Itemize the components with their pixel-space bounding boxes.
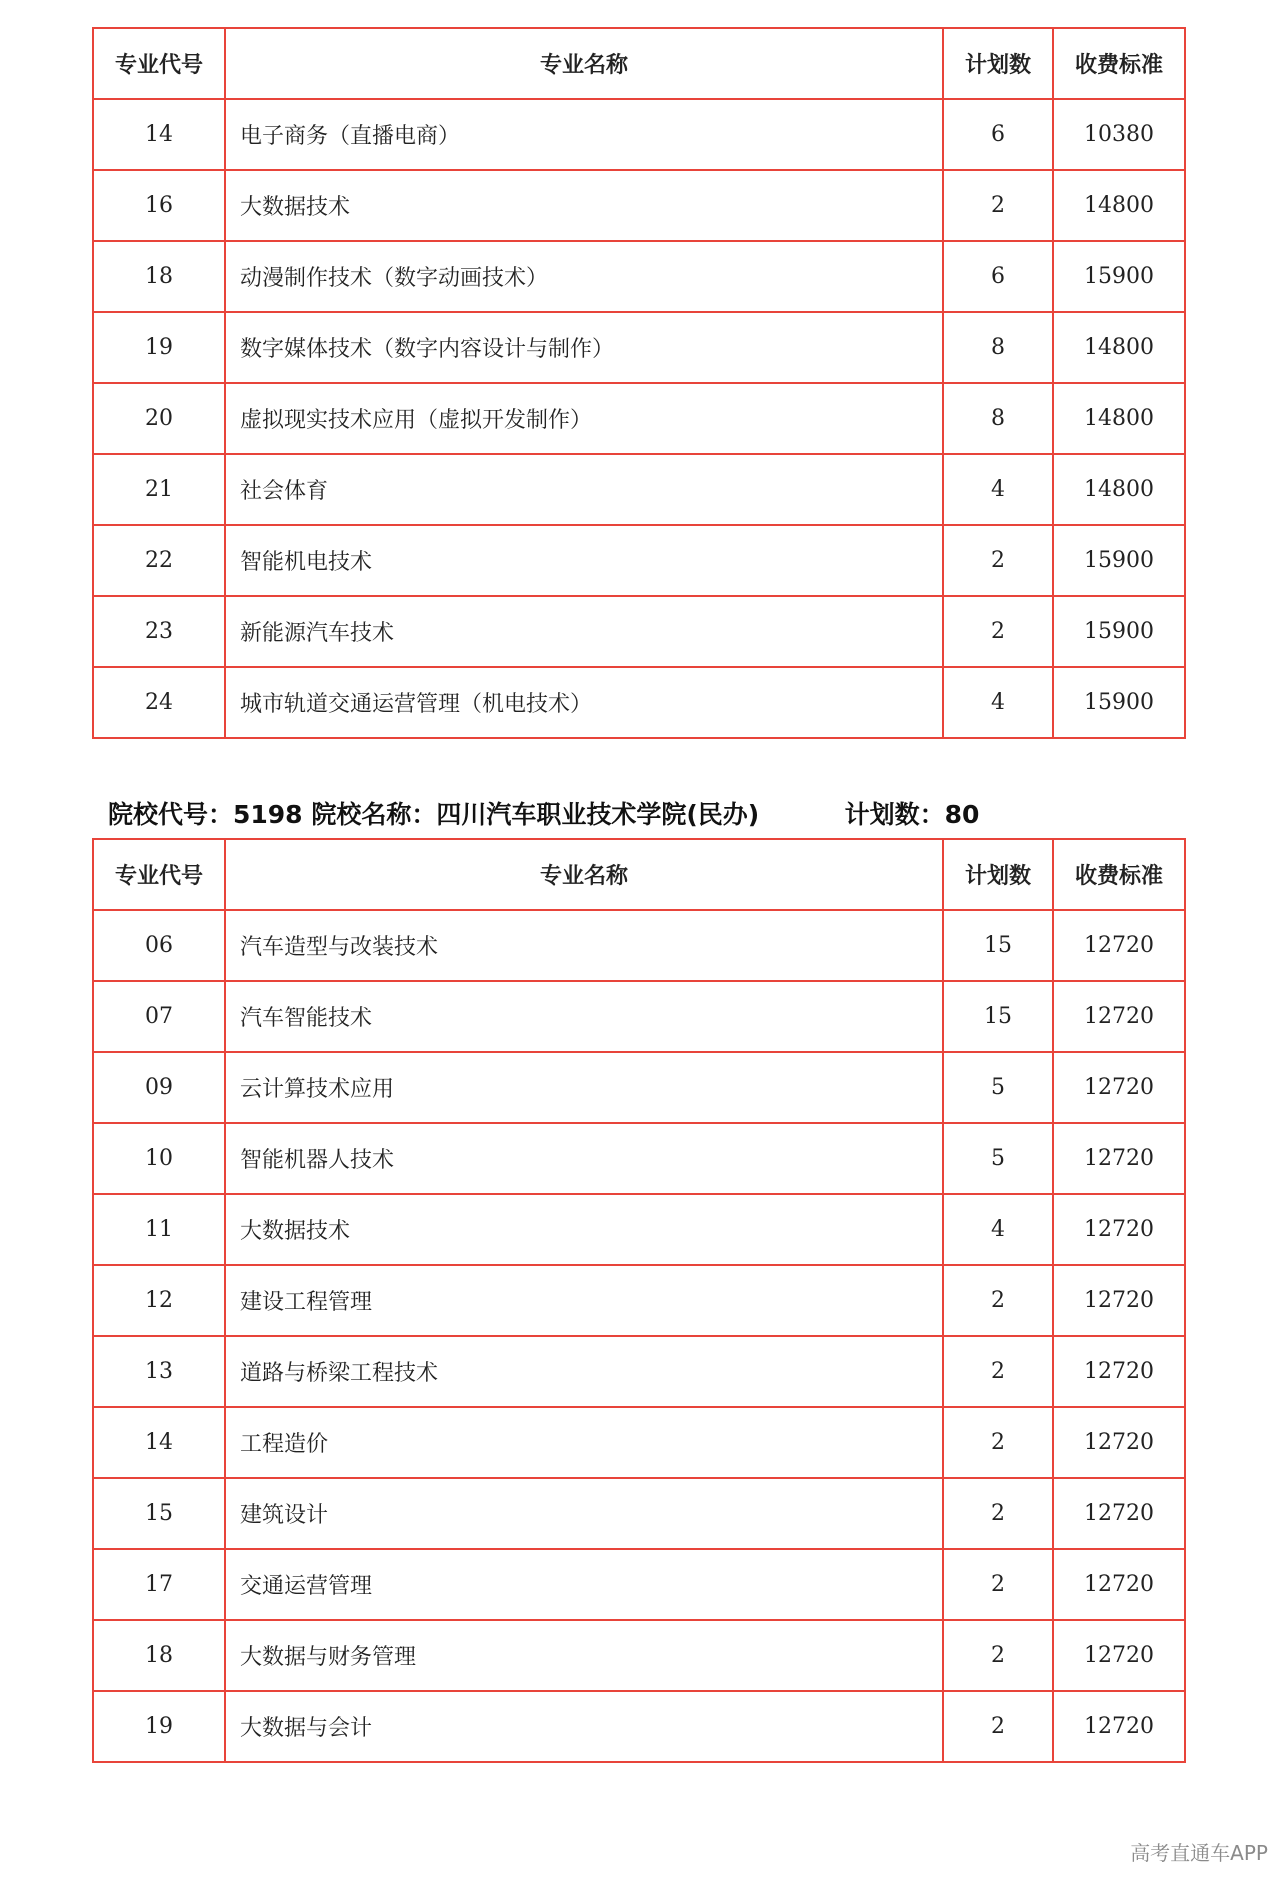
cell-code: 20: [93, 383, 225, 454]
cell-code: 22: [93, 525, 225, 596]
cell-fee: 12720: [1053, 1052, 1185, 1123]
cell-code: 13: [93, 1336, 225, 1407]
cell-code: 17: [93, 1549, 225, 1620]
cell-name: 大数据技术: [225, 1194, 943, 1265]
cell-fee: 12720: [1053, 1336, 1185, 1407]
cell-code: 12: [93, 1265, 225, 1336]
header-fee: 收费标准: [1053, 839, 1185, 910]
cell-fee: 12720: [1053, 1620, 1185, 1691]
cell-fee: 12720: [1053, 1549, 1185, 1620]
header-code: 专业代号: [93, 839, 225, 910]
cell-fee: 12720: [1053, 910, 1185, 981]
majors-table-2: [92, 838, 1186, 1763]
header-name: 专业名称: [225, 839, 943, 910]
cell-name: 数字媒体技术（数字内容设计与制作）: [225, 312, 943, 383]
cell-code: 09: [93, 1052, 225, 1123]
cell-plan: 6: [943, 241, 1053, 312]
cell-plan: 2: [943, 1336, 1053, 1407]
cell-code: 07: [93, 981, 225, 1052]
cell-plan: 2: [943, 525, 1053, 596]
watermark: 高考直通车APP: [1130, 1841, 1268, 1865]
header-code: 专业代号: [93, 28, 225, 99]
cell-plan: 2: [943, 1478, 1053, 1549]
cell-fee: 14800: [1053, 454, 1185, 525]
cell-fee: 14800: [1053, 170, 1185, 241]
cell-code: 21: [93, 454, 225, 525]
cell-name: 大数据技术: [225, 170, 943, 241]
cell-fee: 12720: [1053, 1407, 1185, 1478]
header-plan: 计划数: [943, 839, 1053, 910]
cell-name: 新能源汽车技术: [225, 596, 943, 667]
cell-name: 大数据与会计: [225, 1691, 943, 1762]
cell-code: 19: [93, 1691, 225, 1762]
table-row: [93, 525, 1185, 596]
table-row: [93, 1123, 1185, 1194]
cell-name: 汽车造型与改装技术: [225, 910, 943, 981]
cell-name: 交通运营管理: [225, 1549, 943, 1620]
cell-code: 19: [93, 312, 225, 383]
cell-plan: 2: [943, 1407, 1053, 1478]
cell-fee: 14800: [1053, 383, 1185, 454]
table-row: [93, 667, 1185, 738]
cell-fee: 12720: [1053, 1265, 1185, 1336]
cell-code: 23: [93, 596, 225, 667]
cell-name: 智能机器人技术: [225, 1123, 943, 1194]
cell-fee: 15900: [1053, 525, 1185, 596]
cell-name: 大数据与财务管理: [225, 1620, 943, 1691]
table-row: [93, 454, 1185, 525]
table-row: [93, 241, 1185, 312]
table-row: [93, 910, 1185, 981]
cell-name: 虚拟现实技术应用（虚拟开发制作）: [225, 383, 943, 454]
header-fee: 收费标准: [1053, 28, 1185, 99]
cell-code: 11: [93, 1194, 225, 1265]
cell-plan: 2: [943, 1549, 1053, 1620]
header-name: 专业名称: [225, 28, 943, 99]
cell-fee: 12720: [1053, 1691, 1185, 1762]
cell-plan: 5: [943, 1052, 1053, 1123]
cell-name: 智能机电技术: [225, 525, 943, 596]
cell-plan: 4: [943, 454, 1053, 525]
cell-plan: 2: [943, 1691, 1053, 1762]
cell-plan: 5: [943, 1123, 1053, 1194]
table-row: [93, 1407, 1185, 1478]
cell-code: 16: [93, 170, 225, 241]
cell-code: 06: [93, 910, 225, 981]
table-body: [93, 99, 1185, 738]
header-plan: 计划数: [943, 28, 1053, 99]
cell-plan: 15: [943, 910, 1053, 981]
cell-plan: 2: [943, 596, 1053, 667]
cell-name: 建设工程管理: [225, 1265, 943, 1336]
cell-fee: 12720: [1053, 1194, 1185, 1265]
table-row: [93, 1265, 1185, 1336]
cell-fee: 15900: [1053, 596, 1185, 667]
cell-plan: 8: [943, 383, 1053, 454]
table-row: [93, 596, 1185, 667]
cell-name: 汽车智能技术: [225, 981, 943, 1052]
cell-name: 社会体育: [225, 454, 943, 525]
cell-plan: 6: [943, 99, 1053, 170]
cell-fee: 10380: [1053, 99, 1185, 170]
cell-plan: 8: [943, 312, 1053, 383]
cell-name: 建筑设计: [225, 1478, 943, 1549]
school-section-header: [108, 798, 979, 832]
cell-code: 24: [93, 667, 225, 738]
school-code: 院校代号：5198: [108, 800, 303, 829]
cell-fee: 12720: [1053, 1123, 1185, 1194]
cell-fee: 12720: [1053, 981, 1185, 1052]
cell-name: 城市轨道交通运营管理（机电技术）: [225, 667, 943, 738]
table-row: [93, 1478, 1185, 1549]
cell-code: 14: [93, 99, 225, 170]
table-row: [93, 1336, 1185, 1407]
cell-plan: 4: [943, 1194, 1053, 1265]
cell-code: 14: [93, 1407, 225, 1478]
cell-name: 云计算技术应用: [225, 1052, 943, 1123]
cell-fee: 15900: [1053, 241, 1185, 312]
cell-code: 18: [93, 1620, 225, 1691]
table-row: [93, 981, 1185, 1052]
cell-fee: 14800: [1053, 312, 1185, 383]
cell-name: 电子商务（直播电商）: [225, 99, 943, 170]
cell-code: 15: [93, 1478, 225, 1549]
cell-code: 10: [93, 1123, 225, 1194]
table-row: [93, 1549, 1185, 1620]
cell-plan: 2: [943, 170, 1053, 241]
cell-plan: 4: [943, 667, 1053, 738]
school-plan-total: 计划数：80: [844, 800, 980, 829]
cell-name: 动漫制作技术（数字动画技术）: [225, 241, 943, 312]
table-header-row: [93, 28, 1185, 99]
school-name: 院校名称：四川汽车职业技术学院(民办): [311, 800, 760, 829]
cell-name: 工程造价: [225, 1407, 943, 1478]
table-row: [93, 170, 1185, 241]
table-row: [93, 1691, 1185, 1762]
table-body: [93, 910, 1185, 1762]
table-row: [93, 99, 1185, 170]
table-row: [93, 1620, 1185, 1691]
cell-plan: 2: [943, 1265, 1053, 1336]
cell-fee: 15900: [1053, 667, 1185, 738]
cell-plan: 15: [943, 981, 1053, 1052]
table-row: [93, 312, 1185, 383]
table-row: [93, 1052, 1185, 1123]
majors-table-1: [92, 27, 1186, 739]
table-row: [93, 383, 1185, 454]
cell-plan: 2: [943, 1620, 1053, 1691]
cell-fee: 12720: [1053, 1478, 1185, 1549]
cell-name: 道路与桥梁工程技术: [225, 1336, 943, 1407]
cell-code: 18: [93, 241, 225, 312]
table-row: [93, 1194, 1185, 1265]
table-header-row: [93, 839, 1185, 910]
